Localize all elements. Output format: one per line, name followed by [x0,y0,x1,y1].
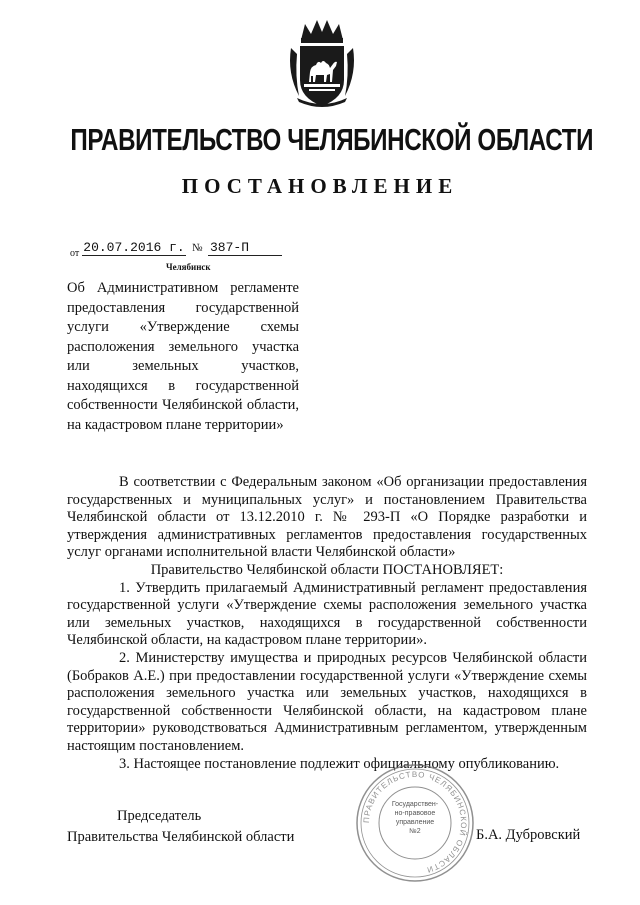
signatory-title [67,806,327,848]
date-number-line [70,240,290,262]
date-prefix: от [70,248,80,259]
stamp-line-4: №2 [409,828,421,835]
item-1-paragraph: 1. Утвердить прилагаемый Административный регламент предоставления государственной услуги «Утверждение схемы расположения земельного участка или земельных участков, находящихся в государственной собственности Челябинской области, на кадастровом плане территории». [67,579,587,649]
document-subject: Об Административном регламенте предоставления государственной услуги «Утверждение схемы расположения земельного участка или земельных участков, находящихся в государственной собственности Челябинской области, на кадастровом плане территории» [67,280,299,433]
item-2-paragraph: 2. Министерству имущества и природных ресурсов Челябинской области (Бобраков А.Е.) при предоставлении государственной услуги «Утверждение схемы расположения земельного участка или земельных участков, находящихся в государственной собственности Челябинской области, на кадастровом плане территории» руководствоваться Административным регламентом, утвержденным настоящим постановлением. [67,649,587,754]
document-date: 20.07.2016 г. [83,240,185,255]
document-type-heading: ПОСТАНОВЛЕНИЕ [181,174,459,198]
preamble-paragraph: В соответствии с Федеральным законом «Об организации предоставления государственных и муниципальных услуг» и постановлением Правительства Челябинской области от 13.12.2010 г. № 293-П «О Порядке разработки и утверждения административных регламентов предоставления государственных услуг органами исполнительной власти Челябинской области» [67,474,587,561]
stamp-line-2: но-правовое [394,810,436,817]
item-3-paragraph: 3. Настоящее постановление подлежит официальному опубликованию. [119,755,560,772]
issue-city: Челябинск [166,262,211,272]
number-sign: № [192,242,203,254]
government-title: ПРАВИТЕЛЬСТВО ЧЕЛЯБИНСКОЙ ОБЛАСТИ [70,122,594,157]
signatory-name: Б.А. Дубровский [476,827,581,843]
stamp-line-1: Государствен- [391,801,439,808]
signatory-title-line-2: Правительства Челябинской области [67,829,295,845]
resolves-line: Правительство Челябинской области ПОСТАНОВЛЯЕТ: [150,561,504,578]
document-body [67,474,587,773]
stamp-center-text [385,800,445,836]
stamp-line-3: управление [395,819,435,826]
document-number: 387-П [208,240,282,256]
stamp-ring-text: ПРАВИТЕЛЬСТВО ЧЕЛЯБИНСКОЙ ОБЛАСТИ [361,769,469,875]
signatory-title-line-1: Председатель [117,808,202,824]
chelyabinsk-coat-of-arms-icon [287,18,357,110]
